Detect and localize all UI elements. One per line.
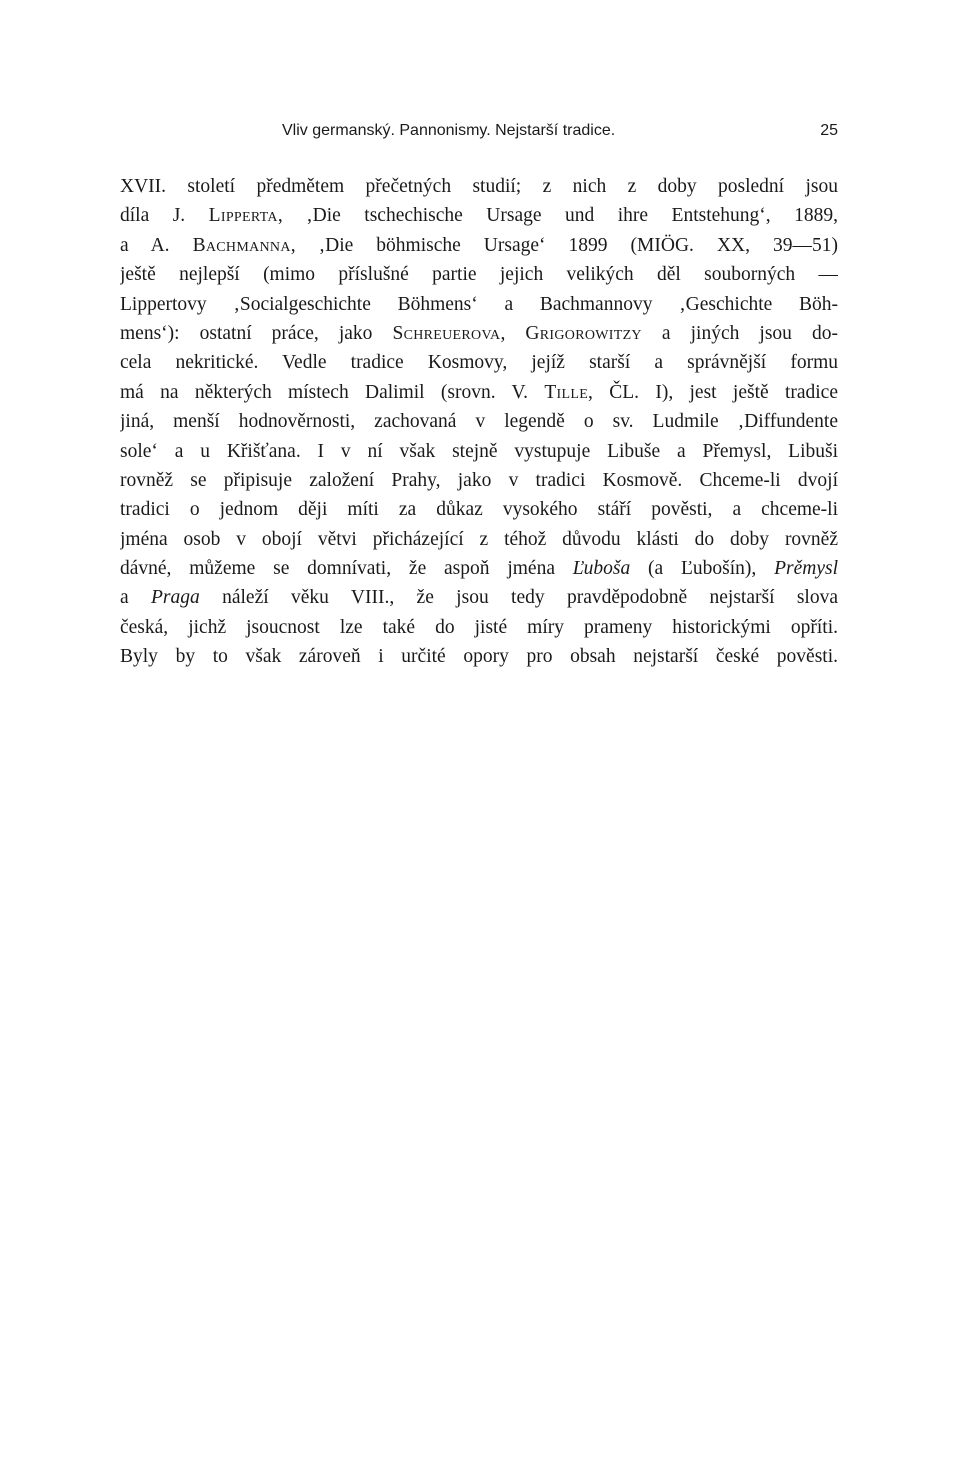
- text-line: [120, 172, 838, 201]
- text-segment: a: [120, 587, 151, 609]
- text-segment: díla J.: [120, 205, 209, 227]
- author-name: Schreuerova: [392, 322, 501, 344]
- text-line: [120, 231, 838, 260]
- text-segment: jména osob v obojí větvi přicházející z téhož důvodu klásti do doby rovněž: [120, 528, 838, 550]
- text-segment: , ‚Die tschechische Ursage und ihre Entstehung‘, 1889,: [277, 205, 838, 227]
- italic-term: Ľuboša: [572, 558, 631, 580]
- text-line: [120, 348, 838, 377]
- italic-term: Praga: [151, 587, 200, 609]
- text-segment: jiná, menší hodnověrnosti, zachovaná v legendě o sv. Ludmile ‚Diffundente: [120, 411, 838, 433]
- text-segment: rovněž se připisuje založení Prahy, jako v tradici Kosmově. Chceme-li dvojí: [120, 469, 838, 491]
- italic-term: Prěmysl: [774, 558, 838, 580]
- author-name: Tille: [544, 381, 589, 403]
- text-line: [120, 378, 838, 407]
- text-segment: (a Ľubošín),: [630, 558, 775, 580]
- text-line: [120, 319, 838, 348]
- text-line: [120, 466, 838, 495]
- text-segment: mens‘): ostatní práce, jako: [120, 322, 393, 344]
- text-segment: , ČL. I), jest ještě tradice: [588, 381, 838, 403]
- text-line: [120, 407, 838, 436]
- text-segment: , ‚Die böhmische Ursage‘ 1899 (MIÖG. XX, 39—51): [290, 234, 838, 256]
- text-line: [120, 554, 838, 583]
- body-paragraph: [120, 172, 838, 672]
- text-segment: má na některých místech Dalimil (srovn. V.: [120, 381, 545, 403]
- text-segment: sole‘ a u Křišťana. I v ní však stejně vystupuje Libuše a Přemysl, Libuši: [120, 440, 838, 462]
- running-title: Vliv germanský. Pannonismy. Nejstarší tradice.: [282, 122, 616, 139]
- text-segment: cela nekritické. Vedle tradice Kosmovy, jejíž starší a správnější formu: [120, 352, 838, 374]
- text-line: [120, 583, 838, 612]
- page-header: [282, 118, 838, 144]
- text-segment: ,: [500, 322, 526, 344]
- text-segment: dávné, můžeme se domnívati, že aspoň jména: [120, 558, 573, 580]
- text-segment: náleží věku VIII., že jsou tedy pravděpodobně nejstarší slova: [199, 587, 838, 609]
- text-segment: a jiných jsou do-: [641, 322, 838, 344]
- text-segment: Byly by to však zároveň i určité opory pro obsah nejstarší české pověsti.: [120, 646, 838, 668]
- text-line: [120, 260, 838, 289]
- text-segment: Lippertovy ‚Socialgeschichte Böhmens‘ a Bachmannovy ‚Geschichte Böh-: [120, 293, 838, 315]
- page-number: 25: [820, 122, 838, 139]
- text-segment: česká, jichž jsoucnost lze také do jisté míry prameny historickými opříti.: [120, 616, 838, 638]
- author-name: Lipperta: [208, 205, 278, 227]
- text-line: [120, 201, 838, 230]
- author-name: Bachmanna: [192, 234, 291, 256]
- text-line: [120, 525, 838, 554]
- text-segment: a A.: [120, 234, 193, 256]
- text-segment: ještě nejlepší (mimo příslušné partie jejich velikých děl souborných —: [120, 264, 838, 286]
- text-segment: XVII. století předmětem přečetných studií; z nich z doby poslední jsou: [120, 176, 838, 197]
- text-line: [120, 495, 838, 524]
- text-segment: tradici o jednom ději míti za důkaz vysokého stáří pověsti, a chceme-li: [120, 499, 838, 521]
- text-line: [120, 437, 838, 466]
- text-line: [120, 613, 838, 642]
- text-line: [120, 290, 838, 319]
- text-line: [120, 642, 838, 671]
- author-name: Grigorowitzy: [525, 322, 642, 344]
